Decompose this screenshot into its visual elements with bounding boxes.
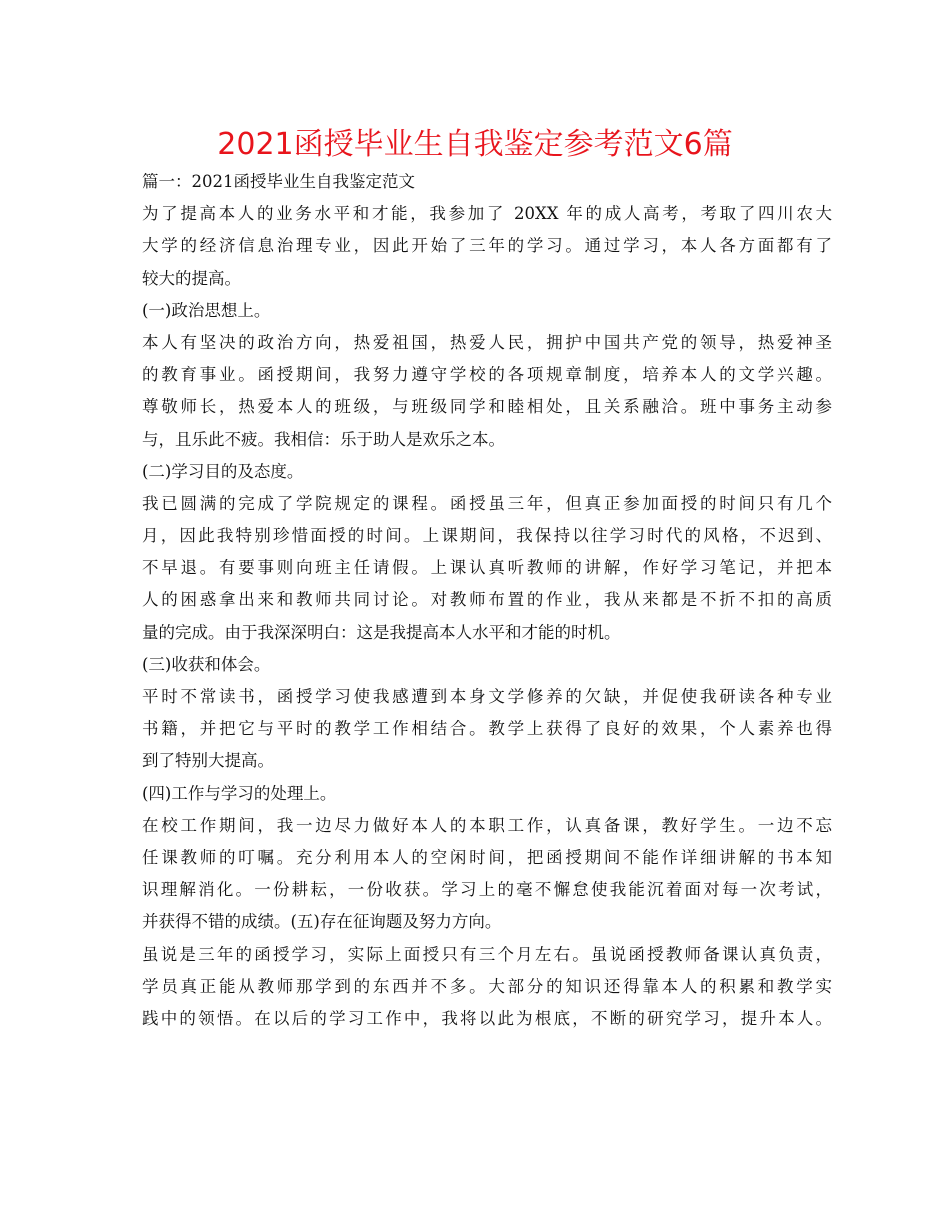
text-line: (三)收获和体会。 (142, 654, 271, 674)
document-body (142, 166, 832, 1035)
text-line: 践中的领悟。在以后的学习工作中，我将以此为根底，不断的研究学习，提升本人。 (142, 1008, 832, 1028)
text-line: (二)学习目的及态度。 (142, 461, 304, 481)
text-line: (一)政治思想上。 (142, 300, 271, 320)
text-line: 为了提高本人的业务水平和才能，我参加了 20XX 年的成人高考，考取了四川农大 (142, 204, 832, 224)
text-line: 到了特别大提高。 (142, 751, 274, 771)
text-line: (四)工作与学习的处理上。 (142, 783, 337, 803)
text-line: 人的困惑拿出来和教师共同讨论。对教师布置的作业，我从来都是不折不扣的高质 (142, 590, 832, 610)
text-line: 量的完成。由于我深深明白：这是我提高本人水平和才能的时机。 (142, 622, 621, 642)
text-line: 与，且乐此不疲。我相信：乐于助人是欢乐之本。 (142, 429, 505, 449)
text-line: 书籍，并把它与平时的教学工作相结合。教学上获得了良好的效果，个人素养也得 (142, 719, 832, 739)
text-line: 尊敬师长，热爱本人的班级，与班级同学和睦相处，且关系融洽。班中事务主动参 (142, 397, 832, 417)
text-line: 任课教师的叮嘱。充分利用本人的空闲时间，把函授期间不能作详细讲解的书本知 (142, 847, 832, 867)
text-line: 本人有坚决的政治方向，热爱祖国，热爱人民，拥护中国共产党的领导，热爱神圣 (142, 332, 832, 352)
text-line: 较大的提高。 (142, 268, 241, 288)
text-line: 平时不常读书，函授学习使我感遭到本身文学修养的欠缺，并促使我研读各种专业 (142, 687, 832, 706)
text-line: 不早退。有要事则向班主任请假。上课认真听教师的讲解，作好学习笔记，并把本 (142, 558, 832, 578)
text-line: 的教育事业。函授期间，我努力遵守学校的各项规章制度，培养本人的文学兴趣。 (142, 365, 832, 385)
text-line: 并获得不错的成绩。(五)存在征询题及努力方向。 (142, 912, 502, 932)
document-title: 2021函授毕业生自我鉴定参考范文6篇 (217, 127, 733, 162)
text-line: 大学的经济信息治理专业，因此开始了三年的学习。通过学习，本人各方面都有了 (142, 236, 832, 256)
text-line: 月，因此我特别珍惜面授的时间。上课期间，我保持以往学习时代的风格，不迟到、 (142, 526, 832, 546)
text-line: 我已圆满的完成了学院规定的课程。函授虽三年，但真正参加面授的时间只有几个 (142, 493, 832, 513)
text-line: 学员真正能从教师那学到的东西并不多。大部分的知识还得靠本人的积累和教学实 (142, 976, 832, 996)
text-line: 在校工作期间，我一边尽力做好本人的本职工作，认真备课，教好学生。一边不忘 (142, 815, 832, 835)
text-line: 识理解消化。一份耕耘，一份收获。学习上的毫不懈怠使我能沉着面对每一次考试， (142, 880, 832, 900)
text-line: 虽说是三年的函授学习，实际上面授只有三个月左右。虽说函授教师备课认真负责， (142, 944, 832, 964)
text-line: 篇一：2021函授毕业生自我鉴定范文 (142, 172, 415, 191)
